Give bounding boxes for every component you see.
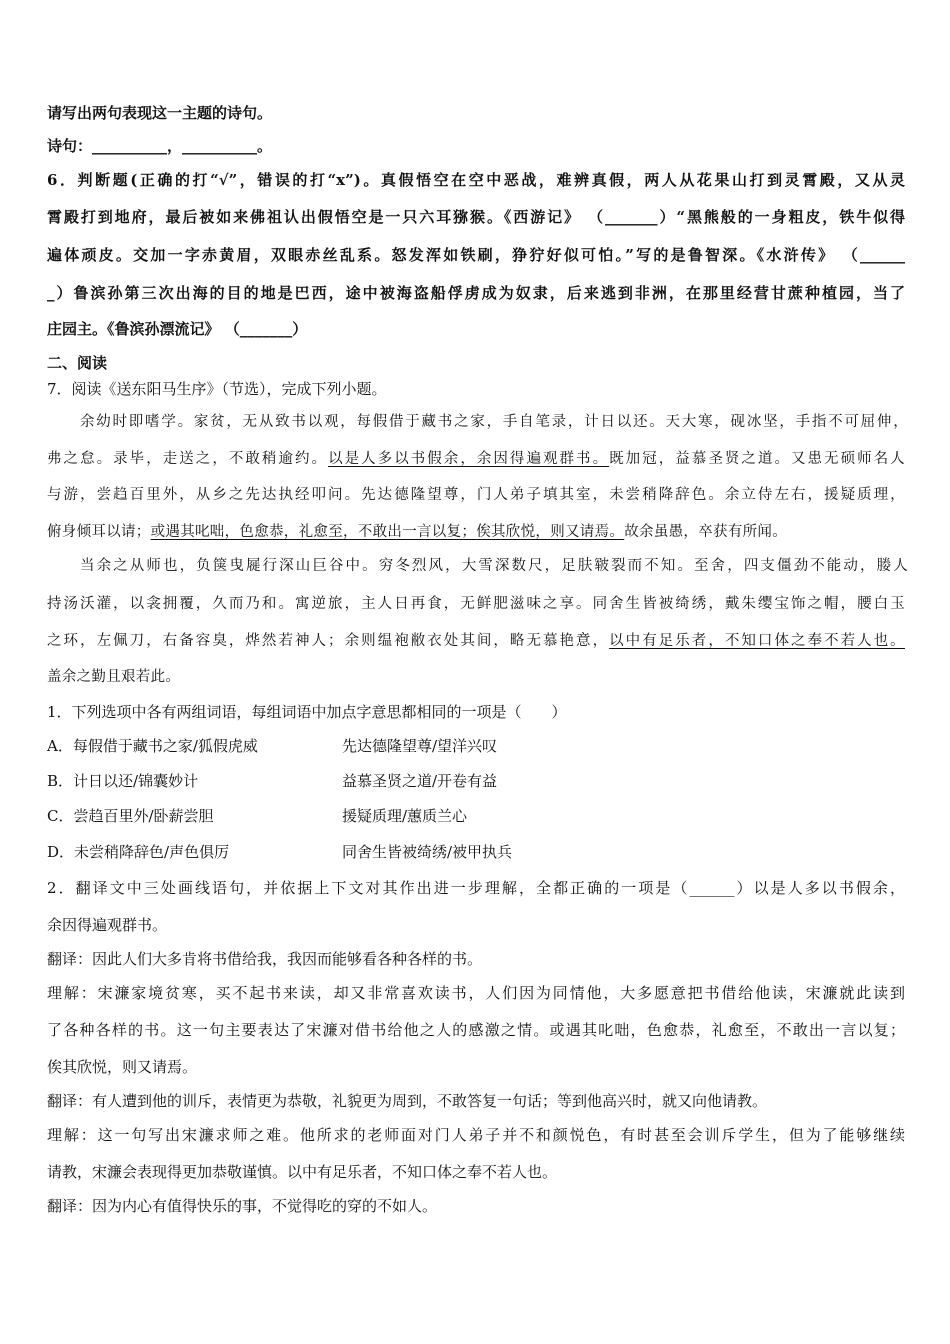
option-b xyxy=(47,771,498,791)
sub2-stem-line-1: 2．翻译文中三处画线语句，并依据上下文对其作出进一步理解，全都正确的一项是（______）以是人多以书假余， xyxy=(47,879,905,897)
option-d-right: 同舍生皆被绮绣/被甲执兵 xyxy=(342,843,513,861)
option-c xyxy=(47,806,468,826)
passage-p2-line-3 xyxy=(47,631,905,651)
sub1-stem: 1．下列选项中各有两组词语，每组词语中加点字意思都相同的一项是（ ） xyxy=(47,703,567,721)
understanding-1-line-2: 了各种各样的书。这一句主要表达了宋濂对借书给他之人的感激之情。或遇其叱咄，色愈恭，礼愈至，不敢出一言以复； xyxy=(47,1021,905,1039)
sub2-stem-line-2: 余因得遍观群书。 xyxy=(47,916,168,934)
passage-p2-line-2: 持汤沃灌，以衾拥覆，久而乃和。寓逆旅，主人日再食，无鲜肥滋味之享。同舍生皆被绮绣，戴朱缨宝饰之帽，腰白玉 xyxy=(47,596,905,612)
option-c-left: C．尝趋百里外/卧薪尝胆 xyxy=(47,807,214,825)
translation-1: 翻译：因此人们大多肯将书借给我，我因而能够看各种各样的书。 xyxy=(47,950,483,968)
passage-text: 既加冠，益慕圣贤之道。又患无硕师名人 xyxy=(609,451,905,467)
translation-3: 翻译：因为内心有值得快乐的事，不觉得吃的穿的不如人。 xyxy=(47,1197,438,1215)
option-a-left: A．每假借于藏书之家/狐假虎威 xyxy=(47,737,258,755)
understanding-1-line-1: 理解：宋濂家境贫寒，买不起书来读，却又非常喜欢读书，人们因为同情他，大多愿意把书借给他读，宋濂就此读到 xyxy=(47,984,905,1002)
translation-2: 翻译：有人遭到他的训斥，表情更为恭敬，礼貌更为周到，不敢答复一句话；等到他高兴时，就又向他请教。 xyxy=(47,1092,768,1110)
passage-text: 之环，左佩刀，右备容臭，烨然若神人；余则缊袍敝衣处其间，略无慕艳意， xyxy=(47,633,610,649)
option-d-left: D．未尝稍降辞色/声色俱厉 xyxy=(47,843,230,861)
option-b-left: B．计日以还/锦囊妙计 xyxy=(47,772,199,790)
option-b-right: 益慕圣贤之道/开卷有益 xyxy=(342,772,498,790)
passage-p1-line-3: 与游，尝趋百里外，从乡之先达执经叩问。先达德隆望尊，门人弟子填其室，未尝稍降辞色。余立侍左右，援疑质理， xyxy=(47,487,905,503)
option-a xyxy=(47,736,498,756)
q7-intro: 7．阅读《送东阳马生序》（节选），完成下列小题。 xyxy=(47,380,387,398)
understanding-1-line-3: 俟其欣悦，则又请焉。 xyxy=(47,1058,198,1076)
q6-line-4: _）鲁滨孙第三次出海的目的地是巴西，途中被海盗船俘虏成为奴隶，后来逃到非洲，在那里经营甘蔗种植园，当了 xyxy=(47,284,905,302)
underlined-sentence-3: 以中有足乐者，不知口体之奉不若人也。 xyxy=(609,633,905,649)
passage-p2-line-4: 盖余之勤且艰若此。 xyxy=(47,669,181,685)
passage-p2-line-1: 当余之从师也，负箧曳屣行深山巨谷中。穷冬烈风，大雪深数尺，足肤皲裂而不知。至舍，四支僵劲不能动，媵人 xyxy=(80,558,908,574)
passage-p1-line-1: 余幼时即嗜学。家贫，无从致书以观，每假借于藏书之家，手自笔录，计日以还。天大寒，砚冰坚，手指不可屈伸， xyxy=(80,414,908,430)
q5-answer-line: 诗句：__________，__________。 xyxy=(47,137,273,155)
q6-line-1: 6．判断题(正确的打“√”，错误的打“x”)。真假悟空在空中恶战，难辨真假，两人从花果山打到灵霄殿，又从灵 xyxy=(47,171,905,189)
understanding-2-line-2: 请教，宋濂会表现得更加恭敬谨慎。以中有足乐者，不知口体之奉不若人也。 xyxy=(47,1163,558,1181)
q6-line-5: 庄园主。《鲁滨孙漂流记》 （_______） xyxy=(47,320,308,338)
passage-p1-line-4 xyxy=(47,522,787,542)
q6-line-3: 遍体顽皮。交加一字赤黄眉，双眼赤丝乱系。怒发浑如铁刷，狰狞好似可怕。”写的是鲁智深。《水浒传》 （______ xyxy=(47,246,905,264)
underlined-sentence-2: 或遇其叱咄，色愈恭，礼愈至，不敢出一言以复；俟其欣悦，则又请焉。 xyxy=(150,524,625,540)
passage-p1-line-2 xyxy=(47,449,905,469)
underlined-sentence-1: 以是人多以书假余，余因得遍观群书。 xyxy=(328,451,610,467)
q6-line-2: 霄殿打到地府，最后被如来佛祖认出假悟空是一只六耳猕猴。《西游记》 （_______）“黑熊般的一身粗皮，铁牛似得 xyxy=(47,208,905,226)
q5-prompt: 请写出两句表现这一主题的诗句。 xyxy=(47,104,273,122)
section-heading: 二、阅读 xyxy=(47,354,108,372)
passage-text: 俯身倾耳以请； xyxy=(47,524,151,540)
understanding-2-line-1: 理解：这一句写出宋濂求师之难。他所求的老师面对门人弟子并不和颜悦色，有时甚至会训斥学生，但为了能够继续 xyxy=(47,1126,905,1144)
option-a-right: 先达德隆望尊/望洋兴叹 xyxy=(342,737,498,755)
option-c-right: 援疑质理/蕙质兰心 xyxy=(342,807,468,825)
passage-text: 故余虽愚，卒获有所闻。 xyxy=(624,524,788,540)
option-d xyxy=(47,842,513,862)
passage-text: 弗之怠。录毕，走送之，不敢稍逾约。 xyxy=(47,451,329,467)
